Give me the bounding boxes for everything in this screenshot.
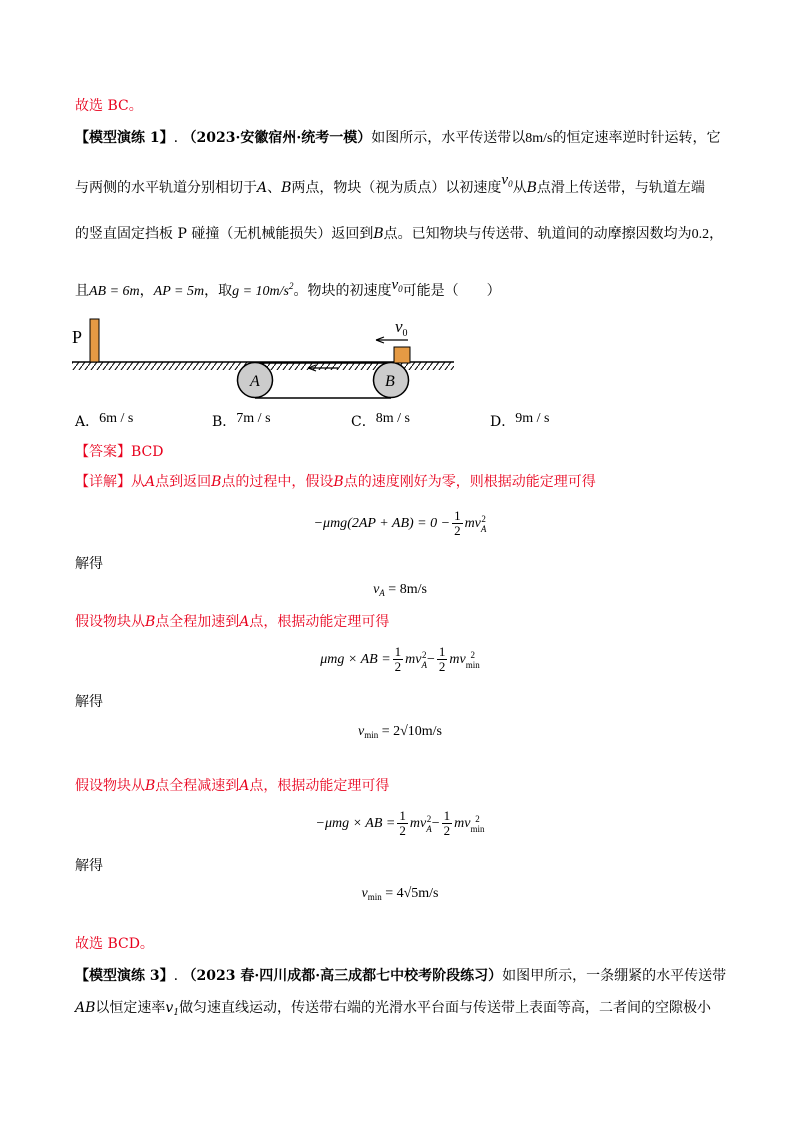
- conveyor-diagram: [70, 310, 460, 410]
- previous-conclusion: 故选 BC。: [75, 98, 143, 114]
- v0-symbol: $v_0$: [501, 172, 513, 189]
- equation-4: $v_{min} = 2√10m/s$: [357, 724, 443, 740]
- roller-B-label: B: [385, 373, 395, 390]
- problem-1-line-4: 且AB = 6m，AP = 5m，取$g = 10m/s^2$。物块的初速度$v_0$可能是（ ）: [75, 277, 501, 299]
- option-b[interactable]: B．7m / s: [212, 411, 271, 430]
- v0-label: $v_0$: [395, 317, 408, 339]
- block: [394, 347, 410, 363]
- detail-intro: 【详解】从A点到返回B点的过程中，假设B点的速度刚好为零，则根据动能定理可得: [75, 474, 596, 490]
- problem-3-line-1: 【模型演练 3】. （2023 春·四川成都·高三成都七中校考阶段练习）如图甲所示，一条绷紧的水平传送带: [75, 968, 727, 984]
- problem-1-line-1: 【模型演练 1】. （2023·安徽宿州·统考一模）如图所示，水平传送带以8m/s的恒定速率逆时针运转，它: [75, 130, 721, 146]
- problem-label: 【模型演练 1】: [75, 130, 174, 146]
- conveyor-figure: [70, 310, 460, 410]
- equation-6: $v_{min} = 4√5m/s$: [361, 886, 439, 902]
- belt-speed: 8m/s: [525, 131, 553, 146]
- problem-3-line-2: AB以恒定速率$v_1$做匀速直线运动，传送带右端的光滑水平台面与传送带上表面等高，二者间的空隙极小: [75, 1000, 712, 1018]
- friction-coefficient: 0.2: [691, 227, 710, 242]
- solve-label-1: 解得: [75, 556, 103, 572]
- assume-decelerate: 假设物块从B点全程减速到A点，根据动能定理可得: [75, 778, 390, 794]
- roller-A-label: A: [250, 373, 260, 390]
- ab-length: AB = 6m: [89, 284, 140, 299]
- equation-1: −μmg(2AP + AB) = 0 − $\frac{1}{2}$ mv 2 A: [313, 508, 487, 539]
- detail-conclusion: 故选 BCD。: [75, 936, 154, 952]
- option-c[interactable]: C．8m / s: [351, 411, 410, 430]
- answer: 【答案】BCD: [75, 444, 164, 460]
- gravity: $g = 10m/s^2$: [232, 281, 294, 299]
- assume-accelerate: 假设物块从B点全程加速到A点，根据动能定理可得: [75, 614, 390, 630]
- solve-label-2: 解得: [75, 694, 103, 710]
- wall-P: [90, 319, 99, 362]
- equation-2: $v_A = 8m/s$: [373, 582, 427, 598]
- wall-label: P: [72, 327, 83, 347]
- problem-1-line-2: 与两侧的水平轨道分别相切于A、B两点，物块（视为质点）以初速度$v_0$从B点滑上传送带，与轨道左端: [75, 172, 705, 196]
- equation-5: −μmg × AB = $\frac{1}{2}$ mv 2 A − $\frac{1}{2}$ mv 2 min: [315, 808, 485, 839]
- v0-symbol: $v_0$: [391, 277, 403, 294]
- ap-length: AP = 5m: [153, 284, 205, 299]
- option-d[interactable]: D．9m / s: [490, 411, 550, 430]
- problem-1-line-3: 的竖直固定挡板 P 碰撞（无机械能损失）返回到B点。已知物块与传送带、轨道间的动摩擦因数均为0.2，: [75, 226, 724, 242]
- option-a[interactable]: A．6m / s: [75, 411, 134, 430]
- solve-label-3: 解得: [75, 858, 103, 874]
- problem-source: （2023·安徽宿州·统考一模）: [182, 130, 372, 146]
- equation-3: μmg × AB = $\frac{1}{2}$ mv 2 A − $\frac{1}{2}$ mv 2 min: [320, 644, 480, 675]
